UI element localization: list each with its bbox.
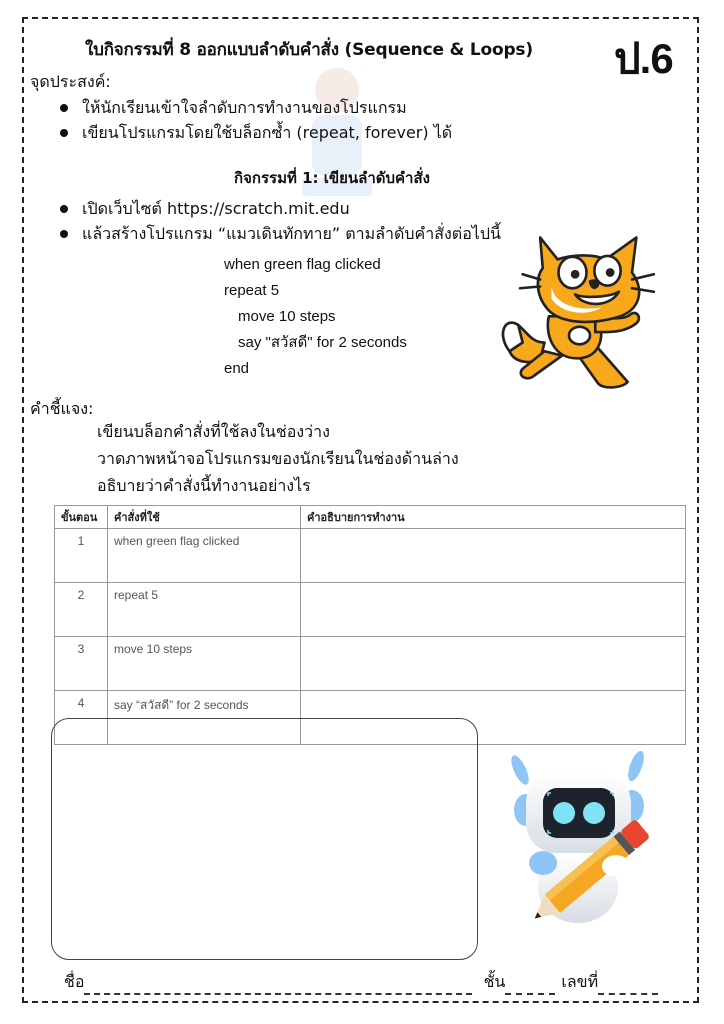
step-number: 1: [55, 529, 108, 583]
steps-table: [54, 505, 686, 745]
drawing-area[interactable]: [51, 718, 478, 960]
name-label: ชื่อ: [64, 972, 85, 991]
activity-step: เปิดเว็บไซต์ https://scratch.mit.edu: [56, 196, 526, 221]
table-row: [55, 529, 686, 583]
code-block: [224, 252, 407, 382]
instruction-item: อธิบายว่าคำสั่งนี้ทำงานอย่างไร: [97, 476, 311, 495]
column-header-description: คำอธิบายการทำงาน: [301, 506, 686, 529]
code-line: when green flag clicked: [224, 256, 381, 273]
student-info-footer: [64, 970, 688, 995]
name-field[interactable]: [84, 981, 472, 995]
instructions-label: คำชี้แจง:: [30, 399, 94, 418]
command-cell[interactable]: when green flag clicked: [108, 529, 301, 583]
code-line: end: [224, 360, 250, 377]
grade-label: ป.6: [614, 35, 673, 82]
table-row: [55, 637, 686, 691]
step-number: 4: [55, 691, 108, 745]
activity-steps: [56, 196, 526, 246]
step-number: 2: [55, 583, 108, 637]
command-cell[interactable]: say “สวัสดี” for 2 seconds: [108, 691, 301, 745]
number-field[interactable]: [598, 981, 658, 995]
description-cell[interactable]: [301, 529, 686, 583]
command-cell[interactable]: move 10 steps: [108, 637, 301, 691]
worksheet-title: ใบกิจกรรมที่ 8 ออกแบบลำดับคำสั่ง (Sequence & Loops): [85, 40, 533, 60]
table-header-row: [55, 506, 686, 529]
step-number: 3: [55, 637, 108, 691]
objectives-list: [56, 95, 456, 145]
command-cell[interactable]: repeat 5: [108, 583, 301, 637]
objective-item: เขียนโปรแกรมโดยใช้บล็อกซ้ำ (repeat, forever) ได้: [56, 120, 456, 145]
instruction-item: เขียนบล็อกคำสั่งที่ใช้ลงในช่องว่าง: [97, 422, 330, 441]
objective-item: ให้นักเรียนเข้าใจลำดับการทำงานของโปรแกรม: [56, 95, 456, 120]
description-cell[interactable]: [301, 583, 686, 637]
activity-step: แล้วสร้างโปรแกรม “แมวเดินทักทาย” ตามลำดับคำสั่งต่อไปนี้: [56, 221, 526, 246]
column-header-command: คำสั่งที่ใช้: [108, 506, 301, 529]
class-label: ชั้น: [483, 972, 506, 991]
scratch-cat-icon: [492, 220, 667, 395]
activity-heading: กิจกรรมที่ 1: เขียนลำดับคำสั่ง: [234, 169, 430, 187]
class-field[interactable]: [505, 981, 555, 995]
code-line: say "สวัสดี" for 2 seconds: [238, 334, 407, 351]
code-line: move 10 steps: [238, 308, 336, 325]
column-header-step: ขั้นตอน: [55, 506, 108, 529]
number-label: เลขที่: [561, 972, 599, 991]
table-row: [55, 583, 686, 637]
robot-with-pencil-icon: [498, 748, 658, 928]
instruction-item: วาดภาพหน้าจอโปรแกรมของนักเรียนในช่องด้านล่าง: [97, 449, 459, 468]
objectives-label: จุดประสงค์:: [30, 72, 111, 91]
description-cell[interactable]: [301, 637, 686, 691]
instructions-list: [97, 418, 459, 499]
code-line: repeat 5: [224, 282, 280, 299]
